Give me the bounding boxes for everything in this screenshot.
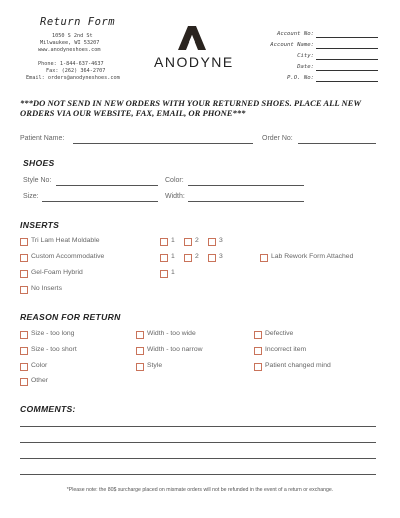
width-field[interactable]: [188, 201, 304, 202]
order-no-field[interactable]: [298, 143, 376, 144]
reason-checkbox[interactable]: [20, 347, 28, 355]
reason-checkbox[interactable]: [254, 347, 262, 355]
comment-line[interactable]: [20, 426, 376, 427]
insert-checkbox[interactable]: [20, 254, 28, 262]
address-line: 1050 S 2nd St: [52, 33, 93, 39]
qty-checkbox[interactable]: [208, 254, 216, 262]
patient-name-label: Patient Name:: [20, 135, 65, 142]
reason-checkbox[interactable]: [20, 331, 28, 339]
qty-checkbox[interactable]: [208, 238, 216, 246]
phone-line: Phone: 1-844-637-4637: [38, 61, 104, 67]
size-label: Size:: [23, 193, 39, 200]
insert-option-label: Gel-Foam Hybrid: [31, 269, 83, 276]
qty-label: 3: [219, 253, 223, 260]
reason-label: Color: [31, 362, 48, 369]
lab-rework-label: Lab Rework Form Attached: [271, 253, 354, 260]
city-field[interactable]: [316, 59, 378, 60]
insert-checkbox[interactable]: [20, 286, 28, 294]
po-no-label: P.O. No:: [287, 75, 314, 81]
reason-checkbox[interactable]: [254, 331, 262, 339]
account-no-label: Account No:: [276, 31, 314, 37]
reason-label: Incorrect item: [265, 346, 307, 353]
form-title: Return Form: [40, 16, 116, 28]
qty-checkbox[interactable]: [184, 238, 192, 246]
footnote: *Please note: the 80$ surcharge placed on mismate orders will not be refunded in the event of a return or exchange.: [66, 487, 334, 493]
color-field[interactable]: [188, 185, 304, 186]
reason-heading: REASON FOR RETURN: [20, 312, 121, 322]
comment-line[interactable]: [20, 458, 376, 459]
inserts-heading: INSERTS: [20, 220, 60, 230]
insert-option-label: Custom Accommodative: [31, 253, 105, 260]
reason-checkbox[interactable]: [136, 363, 144, 371]
color-label: Color:: [165, 177, 184, 184]
reason-checkbox[interactable]: [254, 363, 262, 371]
brand-name: ANODYNE: [154, 54, 234, 70]
insert-checkbox[interactable]: [20, 270, 28, 278]
qty-label: 2: [195, 237, 199, 244]
comment-line[interactable]: [20, 442, 376, 443]
address-line: Milwaukee, WI 53207: [40, 40, 100, 46]
shoes-heading: SHOES: [23, 158, 55, 168]
po-no-field[interactable]: [316, 81, 378, 82]
reason-label: Patient changed mind: [265, 362, 331, 369]
reason-label: Width - too wide: [147, 330, 196, 337]
account-name-field[interactable]: [316, 48, 378, 49]
reason-checkbox[interactable]: [136, 331, 144, 339]
qty-checkbox[interactable]: [160, 238, 168, 246]
reason-label: Style: [147, 362, 163, 369]
reason-checkbox[interactable]: [136, 347, 144, 355]
reason-label: Other: [31, 377, 48, 384]
lab-rework-checkbox[interactable]: [260, 254, 268, 262]
size-field[interactable]: [42, 201, 158, 202]
width-label: Width:: [165, 193, 185, 200]
qty-checkbox[interactable]: [160, 254, 168, 262]
city-label: City:: [297, 53, 314, 59]
account-no-field[interactable]: [316, 37, 378, 38]
qty-checkbox[interactable]: [160, 270, 168, 278]
qty-label: 2: [195, 253, 199, 260]
website-line: www.anodyneshoes.com: [38, 47, 101, 53]
qty-label: 1: [171, 237, 175, 244]
comment-line[interactable]: [20, 474, 376, 475]
insert-checkbox[interactable]: [20, 238, 28, 246]
style-no-label: Style No:: [23, 177, 52, 184]
comments-heading: COMMENTS:: [20, 404, 76, 414]
reason-checkbox[interactable]: [20, 363, 28, 371]
reason-checkbox[interactable]: [20, 378, 28, 386]
anodyne-logo-icon: [178, 26, 206, 50]
reason-label: Defective: [265, 330, 294, 337]
qty-label: 1: [171, 269, 175, 276]
fax-line: Fax: (262) 364-2707: [46, 68, 106, 74]
account-name-label: Account Name:: [270, 42, 314, 48]
qty-checkbox[interactable]: [184, 254, 192, 262]
reason-label: Size - too long: [31, 330, 75, 337]
insert-option-label: Tri Lam Heat Moldable: [31, 237, 100, 244]
warning-notice: ***DO NOT SEND IN NEW ORDERS WITH YOUR RETURNED SHOES. PLACE ALL NEW ORDERS VIA OUR WEBSITE, FAX, EMAIL, OR PHONE***: [20, 98, 361, 118]
qty-label: 3: [219, 237, 223, 244]
reason-label: Size - too short: [31, 346, 77, 353]
date-field[interactable]: [316, 70, 378, 71]
email-line: Email: orders@anodyneshoes.com: [26, 75, 120, 81]
insert-option-label: No Inserts: [31, 285, 62, 292]
style-no-field[interactable]: [56, 185, 158, 186]
order-no-label: Order No:: [262, 135, 293, 142]
qty-label: 1: [171, 253, 175, 260]
patient-name-field[interactable]: [73, 143, 253, 144]
reason-label: Width - too narrow: [147, 346, 203, 353]
date-label: Date:: [297, 64, 314, 70]
